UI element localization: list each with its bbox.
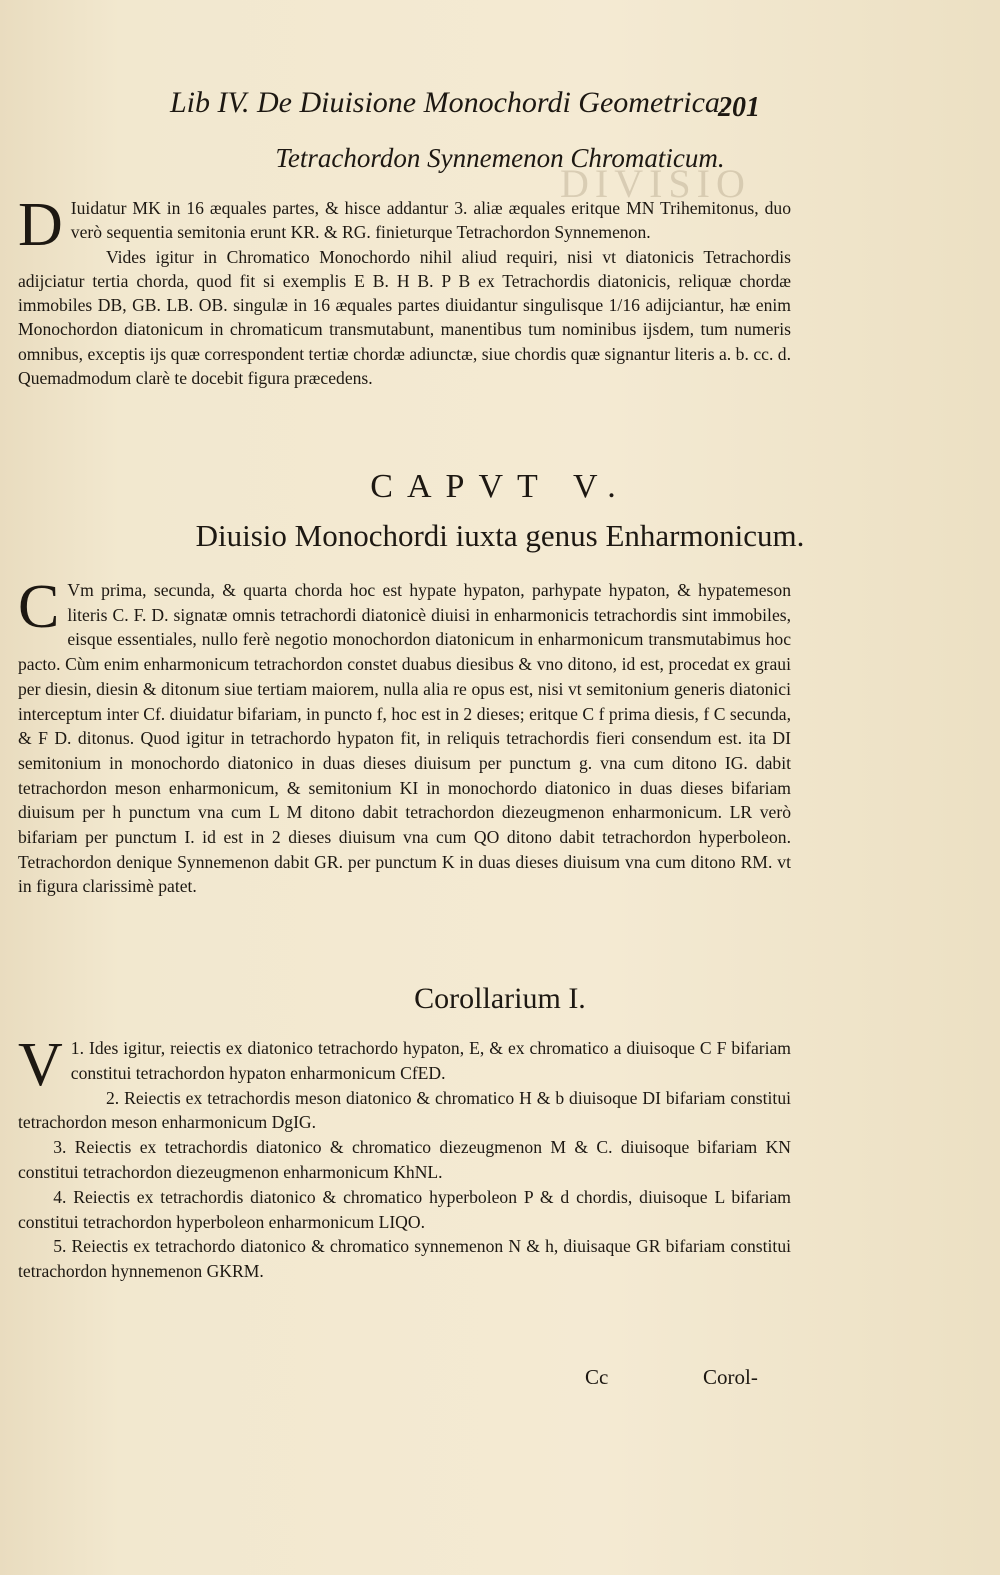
chapter-paragraph: C Vm prima, secunda, & quarta chorda hoc est hypate hypaton, parhypate hypaton, & hypatemeson literis C. F. D. signatæ omnis tetrachordi diatonicè diuisi in enharmonicis tetrachordis sint immobiles, eisque essentiales, nullo ferè negotio monochordon diatonicum in enharmonicum transmutabimus hoc pacto. Cùm enim enharmonicum tetrachordon constet duabus diesibus & vno ditono, id est, procedat ex graui per diesin, diesin & ditonum siue tertiam maiorem, nulla alia re opus est, nisi vt semitonium generis diatonici interceptum inter Cf. diuidatur bifariam, in puncto f, hoc est in 2 dieses; eritque C f prima diesis, f C secunda, & F D. ditonus. Quod igitur in tetrachordo hypaton fit, in reliquis tetrachordis fieri consendum est. ita DI semitonium in monochordo diatonico in duas dieses diuisum per punctum g. vna cum ditono IG. dabit tetrachordon meson enharmonicum, & semitonium KI in monochordo diatonico in duas dieses bifariam diuisum per h punctum vna cum L M ditono dabit tetrachordon diezeugmenon enharmonicum. LR verò bifariam per punctum I. id est in 2 dieses diuisum vna cum QO ditono dabit tetrachordon hyperboleon. Tetrachordon denique Synnemenon dabit GR. per punctum K in duas dieses diuisum vna cum ditono RM. vt in figura clarissimè patet. <box>18 573 791 897</box>
page-number: 201 <box>718 92 760 123</box>
bleed-through-text: DIVISIO <box>560 161 751 206</box>
drop-cap: C <box>18 573 60 641</box>
item-number: 1. <box>70 1038 84 1058</box>
chapter-body <box>18 573 791 899</box>
drop-cap: V <box>18 1031 63 1099</box>
section-title: Tetrachordon Synnemenon Chromaticum. <box>275 143 725 173</box>
signature-mark: Cc <box>585 1365 609 1389</box>
section1-paragraph-2: Vides igitur in Chromatico Monochordo nihil aliud requiri, nisi vt diatonicis Tetrachordis adijciatur tertia chorda, quod fit si exemplis E B. H B. P B ex Tetrachordis diatonicis, reliquæ chordæ immobiles DB, GB. LB. OB. singulæ in 16 æquales partes diuidantur singulisque 1/16 adijciantur, hæ enim Monochordon diatonicum in chromaticum transmutabunt, manentibus tum nominibus ijsdem, tum numeris omnibus, exceptis ijs quæ correspondent tertiæ chordæ adiunctæ, siue chordis quæ signantur literis a. b. cc. d. Quemadmodum clarè te docebit figura præcedens. <box>18 246 791 389</box>
corollary-item-5: 5. Reiectis ex tetrachordo diatonico & chromatico synnemenon N & h, diuisaque GR bifariam constitui tetrachordon hynnemenon GKRM. <box>18 1236 791 1282</box>
corollary-item-4: 4. Reiectis ex tetrachordis diatonico & chromatico hyperboleon P & d chordis, diuisoque L bifariam constitui tetrachordon hyperboleon enharmonicum LIQO. <box>18 1186 791 1232</box>
corollary-item-1: 1. V Ides igitur, reiectis ex diatonico tetrachordo hypaton, E, & ex chromatico a diuisoque C F bifariam constitui tetrachordon hypaton enharmonicum CfED. <box>18 1031 791 1099</box>
chapter-title: Diuisio Monochordi iuxta genus Enharmonicum. <box>195 518 805 553</box>
corollary-item-3: 3. Reiectis ex tetrachordis diatonico & chromatico diezeugmenon M & C. diuisoque bifariam KN constitui tetrachordon diezeugmenon enharmonicum KhNL. <box>18 1137 791 1182</box>
drop-cap: D <box>18 191 63 259</box>
section1-body <box>18 191 791 390</box>
corollary-list <box>18 1031 791 1284</box>
corollary-item-2: 2. Reiectis ex tetrachordis meson diatonico & chromatico H & b diuisoque DI bifariam constitui tetrachordon meson enharmonicum DgIG. <box>18 1087 791 1133</box>
section1-paragraph-1: D Iuidatur MK in 16 æquales partes, & hisce addantur 3. aliæ æquales eritque MN Trihemitonus, duo verò sequentia semitonia erunt KR. & RG. finieturque Tetrachordon Synnemenon. <box>18 191 791 259</box>
running-header: Lib IV. De Diuisione Monochordi Geometrica. <box>170 86 728 119</box>
chapter-number: CAPVT V. <box>370 468 630 505</box>
catchword: Corol- <box>703 1365 758 1389</box>
corollary-title: Corollarium I. <box>414 982 586 1015</box>
